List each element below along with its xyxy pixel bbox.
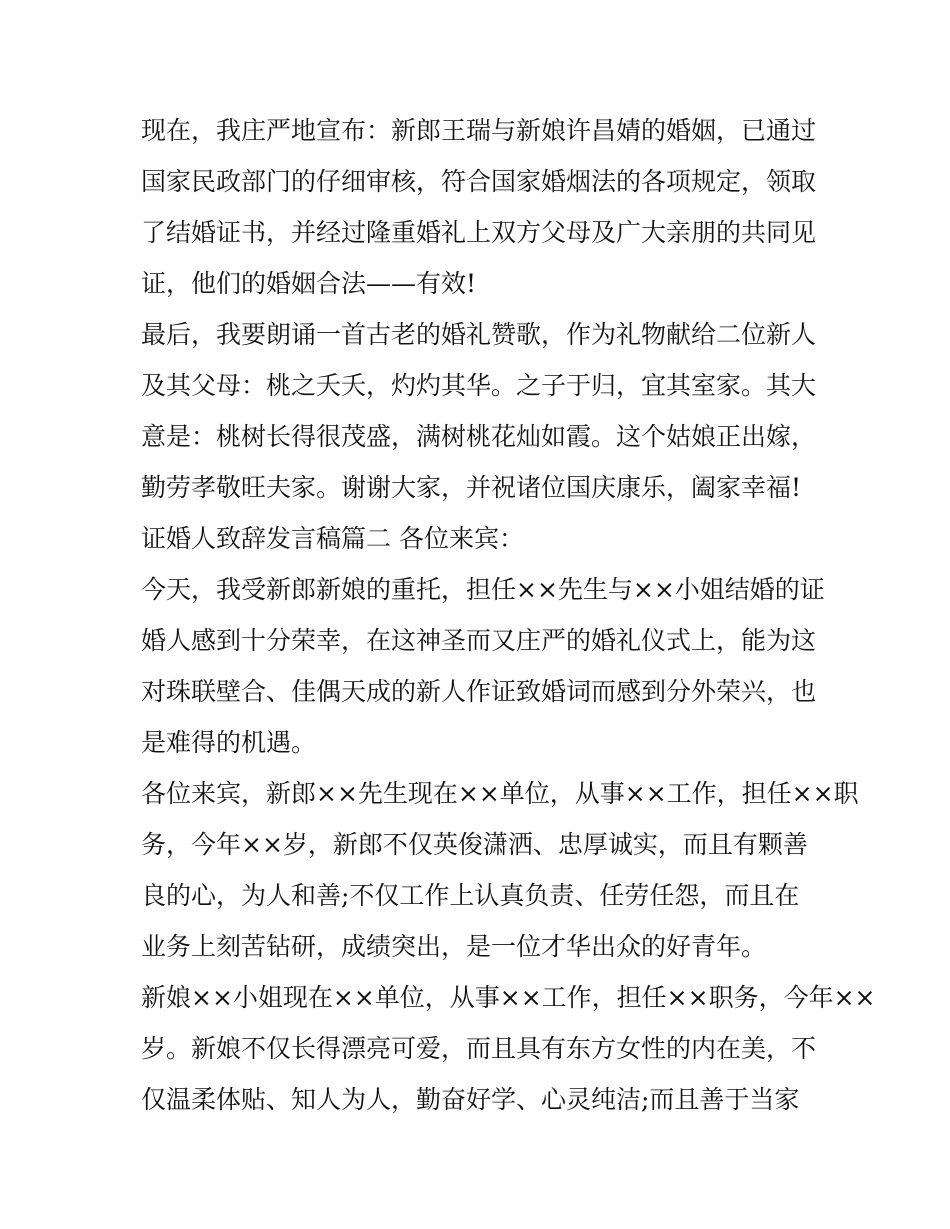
document-body — [141, 105, 876, 1125]
text-line: 勤劳孝敬旺夫家。谢谢大家，并祝诸位国庆康乐，阖家幸福! — [141, 473, 802, 502]
text-line: 务，今年××岁，新郎不仅英俊潇洒、忠厚诚实，而且有颗善 — [141, 830, 808, 859]
text-line: 现在，我庄严地宣布：新郎王瑞与新娘许昌婧的婚姻，已通过 — [141, 116, 817, 145]
text-line: 国家民政部门的仔细审核，符合国家婚烟法的各项规定，领取 — [141, 167, 817, 196]
text-line: 今天，我受新郎新娘的重托，担任××先生与××小姐结婚的证 — [141, 575, 825, 604]
text-line: 婚人感到十分荣幸，在这神圣而又庄严的婚礼仪式上，能为这 — [141, 626, 817, 655]
text-line: 证，他们的婚姻合法——有效! — [141, 269, 477, 298]
text-line: 岁。新娘不仅长得漂亮可爱，而且具有东方女性的内在美，不 — [141, 1034, 817, 1063]
text-line: 意是：桃树长得很茂盛，满树桃花灿如霞。这个姑娘正出嫁， — [141, 422, 817, 451]
text-line: 良的心，为人和善;不仅工作上认真负责、任劳任怨，而且在 — [141, 881, 800, 910]
text-line: 了结婚证书，并经过隆重婚礼上双方父母及广大亲朋的共同见 — [141, 218, 817, 247]
text-line: 最后，我要朗诵一首古老的婚礼赞歌，作为礼物献给二位新人 — [141, 320, 817, 349]
section-heading-line: 证婚人致辞发言稿篇二 各位来宾： — [141, 524, 524, 553]
text-line: 对珠联壁合、佳偶天成的新人作证致婚词而感到分外荣兴，也 — [141, 677, 817, 706]
text-line: 及其父母：桃之夭夭，灼灼其华。之子于归，宜其室家。其大 — [141, 371, 817, 400]
text-line: 新娘××小姐现在××单位，从事××工作，担任××职务，今年×× — [141, 983, 876, 1012]
text-line: 仅温柔体贴、知人为人，勤奋好学、心灵纯洁;而且善于当家 — [141, 1085, 800, 1114]
text-line: 业务上刻苦钻研，成绩突出，是一位才华出众的好青年。 — [141, 932, 767, 961]
text-line: 是难得的机遇。 — [141, 728, 317, 757]
text-line: 各位来宾，新郎××先生现在××单位，从事××工作，担任××职 — [141, 779, 859, 808]
